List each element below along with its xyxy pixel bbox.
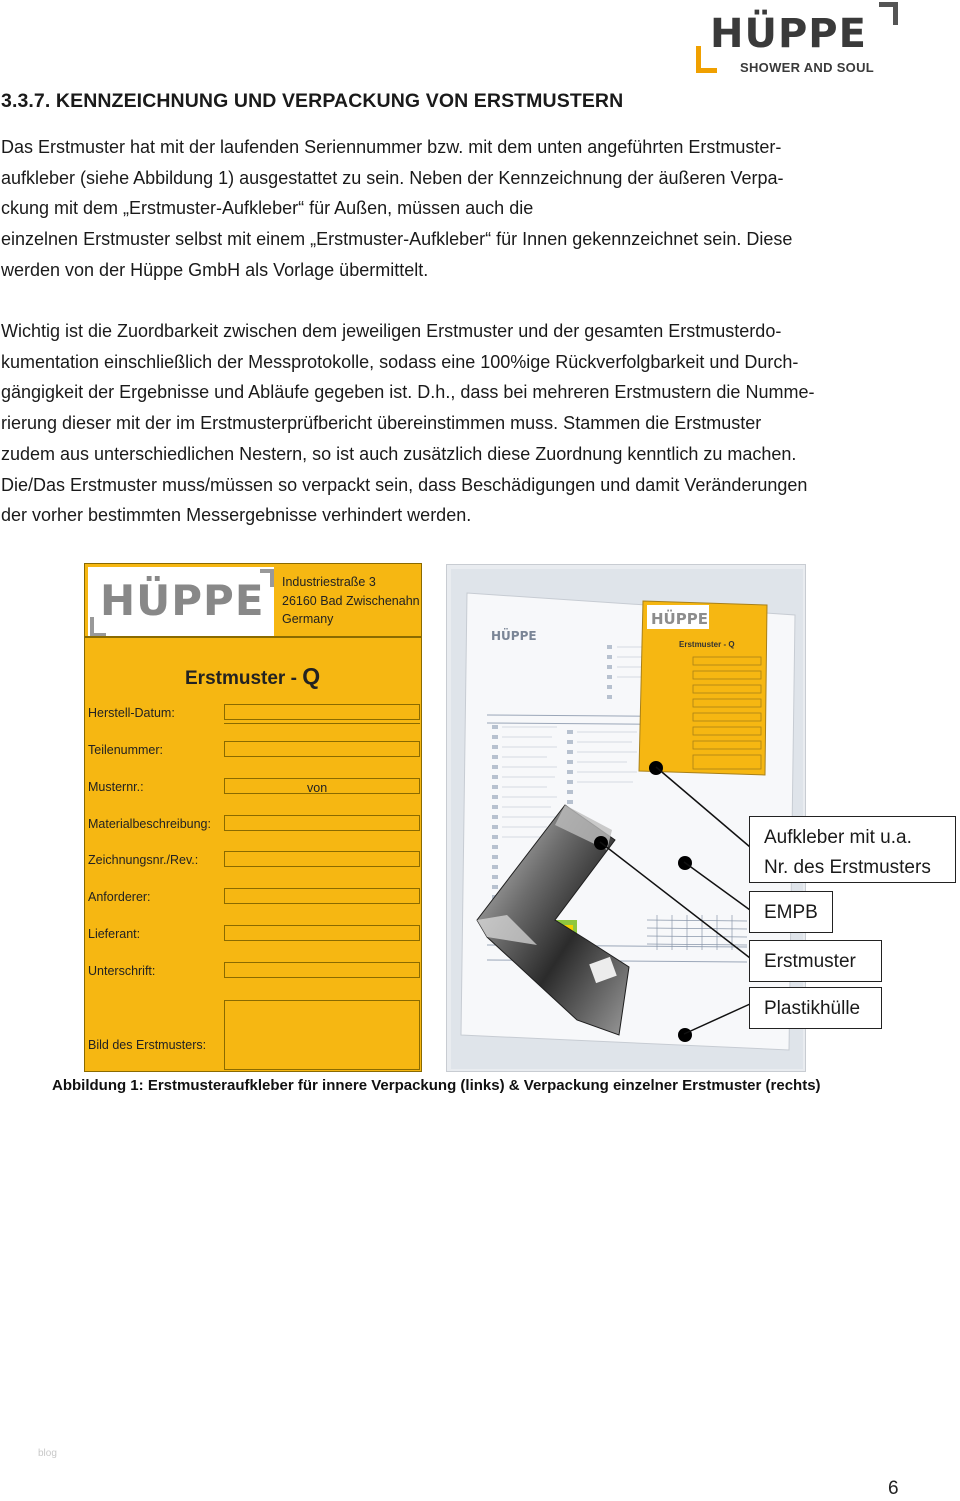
leader-erstmuster [600,842,750,958]
leader-empb [684,862,750,910]
address-line: 26160 Bad Zwischenahn [282,593,420,608]
address-line: Industriestraße 3 [282,575,376,589]
leader-sticker [656,767,750,847]
doc-logo: HÜPPE [491,629,537,643]
callout-empb: EMPB [749,891,833,933]
label-photo: Bild des Erstmusters: [88,1038,207,1052]
label-teilenummer: Teilenummer: [88,743,164,757]
label-von: von [307,781,328,795]
sticker-title-prefix: Erstmuster - [185,668,303,689]
paragraph-line: Wichtig ist die Zuordbarkeit zwischen dem jeweiligen Erstmuster und der gesamten Erstmusterdo- [1,321,782,341]
page-number: 6 [888,1478,899,1499]
label-anforderer: Anforderer: [88,890,151,904]
paragraph-line: kumentation einschließlich der Messprotokolle, sodass eine 100%ige Rückverfolgbarkeit und Durch- [1,351,799,372]
label-herstell-datum: Herstell-Datum: [88,706,175,720]
label-zeichnungsnr: Zeichnungsnr./Rev.: [88,853,199,867]
mini-sticker-logo: HÜPPE [651,610,708,628]
logo-tagline: SHOWER AND SOUL [740,60,875,75]
paragraph-line: rierung dieser mit der im Erstmusterprüfbericht übereinstimmen muss. Stammen die Erstmuster [1,413,762,434]
figure-caption: Abbildung 1: Erstmusteraufkleber für innere Verpackung (links) & Verpackung einzelner Erstmuster (rechts) [52,1077,821,1094]
paragraph-line: aufkleber (siehe Abbildung 1) ausgestattet zu sein. Neben der Kennzeichnung der äußeren Verpa- [1,167,784,188]
paragraph-line: einzelnen Erstmuster selbst mit einem „Erstmuster-Aufkleber“ für Innen gekennzeichnet sein. Diese [1,229,793,250]
callout-plastikhuelle: Plastikhülle [749,987,882,1029]
label-materialbeschreibung: Materialbeschreibung: [88,817,211,831]
mini-sticker-title: Erstmuster - Q [679,640,735,649]
paragraph-line: gängigkeit der Ergebnisse und Abläufe gegeben ist. D.h., dass bei mehreren Erstmustern die Numme- [1,382,815,403]
callout-sticker [749,816,956,883]
watermark: blog [38,1448,57,1459]
callout-erstmuster: Erstmuster [749,940,882,982]
paragraph-line: ckung mit dem „Erstmuster-Aufkleber“ für Außen, müssen auch die [1,198,534,219]
callout-line: Nr. des Erstmusters [764,857,931,878]
paragraph-line: zudem aus unterschiedlichen Nestern, so ist auch zusätzlich diese Zuordnung kenntlich zu machen. [1,443,797,464]
paragraph-line: Das Erstmuster hat mit der laufenden Seriennummer bzw. mit dem unten angeführten Erstmuster- [1,137,782,157]
section-heading: 3.3.7. KENNZEICHNUNG UND VERPACKUNG VON ERSTMUSTERN [1,90,624,112]
paragraph-line: Die/Das Erstmuster muss/müssen so verpackt sein, dass Beschädigungen und damit Veränderungen [1,474,808,495]
label-musternr: Musternr.: [88,780,144,794]
paragraph-line: werden von der Hüppe GmbH als Vorlage übermittelt. [1,259,429,280]
label-unterschrift: Unterschrift: [88,964,156,978]
leader-huelle [684,1004,750,1034]
sticker-title-letter: Q [302,663,321,689]
address-line: Germany [282,612,334,626]
paragraph-line: der vorher bestimmten Messergebnisse verhindert werden. [1,505,472,526]
logo-wordmark: HÜPPE [710,11,867,57]
label-lieferant: Lieferant: [88,927,141,941]
sticker-logo-wordmark: HÜPPE [100,576,265,625]
callout-line: Aufkleber mit u.a. [764,827,912,848]
